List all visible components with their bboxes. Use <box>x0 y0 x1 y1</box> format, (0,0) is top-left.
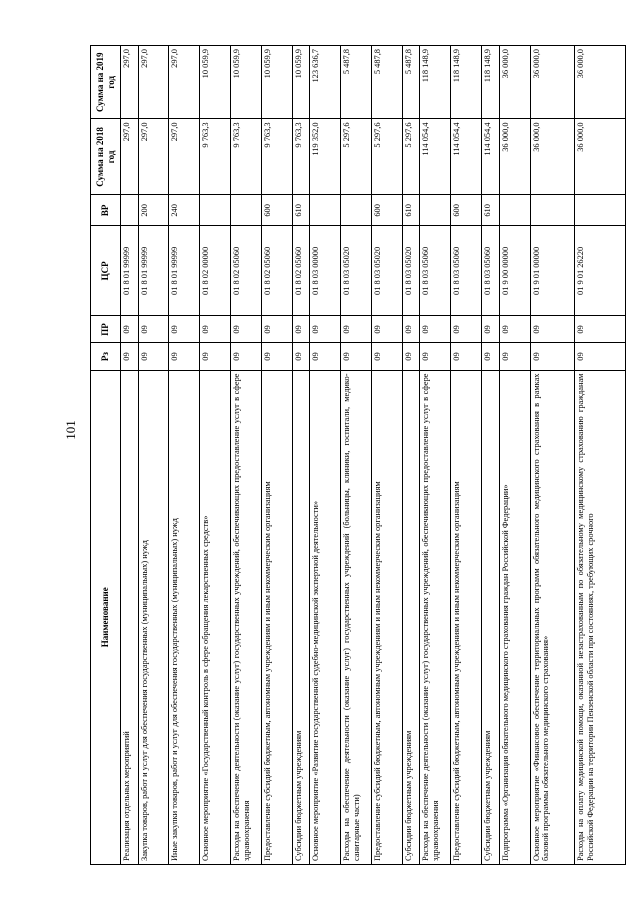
row-name: Субсидии бюджетным учреждениям <box>402 370 420 864</box>
row-sum-2018: 5 297,6 <box>341 119 372 195</box>
table-row <box>451 46 482 865</box>
rotated-table-container <box>90 45 626 865</box>
row-sum-2019: 118 148,9 <box>482 46 500 119</box>
row-name: Расходы на обеспечение деятельности (оказание услуг) государственных учреждений, обеспечивающих предоставление услуг в сфере здравоохранения <box>231 370 262 864</box>
row-vr <box>231 195 262 226</box>
table-row <box>138 46 169 865</box>
table-row <box>231 46 262 865</box>
row-rz: 09 <box>261 343 292 370</box>
row-vr <box>310 195 341 226</box>
table-row <box>402 46 420 865</box>
row-sum-2019: 36 000,0 <box>499 46 530 119</box>
row-rz: 09 <box>169 343 200 370</box>
row-vr: 200 <box>138 195 169 226</box>
row-vr <box>420 195 451 226</box>
row-name: Субсидии бюджетным учреждениям <box>292 370 310 864</box>
row-sum-2018: 36 000,0 <box>575 119 626 195</box>
row-vr: 600 <box>372 195 403 226</box>
table-row <box>310 46 341 865</box>
row-csr: 01 8 01 99999 <box>169 226 200 316</box>
table-row <box>530 46 575 865</box>
row-csr: 01 8 01 99999 <box>121 226 139 316</box>
row-pr: 09 <box>261 316 292 343</box>
table-body <box>121 46 626 865</box>
row-pr: 09 <box>231 316 262 343</box>
row-rz: 09 <box>499 343 530 370</box>
row-rz: 09 <box>482 343 500 370</box>
row-name: Иные закупки товаров, работ и услуг для обеспечения государственных (муниципальных) нужд <box>169 370 200 864</box>
row-vr <box>575 195 626 226</box>
row-vr <box>121 195 139 226</box>
row-sum-2018: 9 763,3 <box>261 119 292 195</box>
row-vr <box>499 195 530 226</box>
table-row <box>169 46 200 865</box>
row-pr: 09 <box>310 316 341 343</box>
table-row <box>200 46 231 865</box>
row-sum-2018: 9 763,3 <box>200 119 231 195</box>
row-rz: 09 <box>310 343 341 370</box>
row-rz: 09 <box>200 343 231 370</box>
row-vr <box>530 195 575 226</box>
row-sum-2019: 10 059,9 <box>200 46 231 119</box>
row-rz: 09 <box>575 343 626 370</box>
row-sum-2019: 5 487,8 <box>372 46 403 119</box>
row-vr <box>341 195 372 226</box>
row-name: Подпрограмма «Организация обязательного медицинского страхования граждан Российской Федерации» <box>499 370 530 864</box>
table-row <box>482 46 500 865</box>
row-sum-2018: 5 297,6 <box>402 119 420 195</box>
table-row <box>420 46 451 865</box>
row-name: Закупка товаров, работ и услуг для обеспечения государственных (муниципальных) нужд <box>138 370 169 864</box>
row-sum-2018: 9 763,3 <box>231 119 262 195</box>
row-rz: 09 <box>451 343 482 370</box>
row-csr: 01 8 02 05060 <box>231 226 262 316</box>
row-sum-2019: 5 487,8 <box>341 46 372 119</box>
row-vr: 610 <box>482 195 500 226</box>
row-sum-2018: 297,0 <box>169 119 200 195</box>
header-name: Наименование <box>91 370 121 864</box>
row-sum-2018: 9 763,3 <box>292 119 310 195</box>
row-sum-2018: 297,0 <box>138 119 169 195</box>
row-pr: 09 <box>372 316 403 343</box>
row-csr: 01 8 03 05020 <box>341 226 372 316</box>
table-row <box>372 46 403 865</box>
row-name: Расходы на оплату медицинской помощи, оказанной незастрахованным по обязательному медицинскому страхованию гражданам Российской Федерации на территории Пензенской области при состояниях, требующих срочного <box>575 370 626 864</box>
row-sum-2019: 123 636,7 <box>310 46 341 119</box>
table-row <box>499 46 530 865</box>
row-rz: 09 <box>341 343 372 370</box>
row-name: Расходы на обеспечение деятельности (оказание услуг) государственных учреждений (больницы, клиники, госпитали, медико-санитарные части) <box>341 370 372 864</box>
row-pr: 09 <box>451 316 482 343</box>
row-rz: 09 <box>121 343 139 370</box>
row-pr: 09 <box>138 316 169 343</box>
row-sum-2018: 297,0 <box>121 119 139 195</box>
row-sum-2019: 297,0 <box>138 46 169 119</box>
row-csr: 01 8 03 00000 <box>310 226 341 316</box>
row-csr: 01 9 01 00000 <box>530 226 575 316</box>
row-sum-2018: 114 054,4 <box>482 119 500 195</box>
row-rz: 09 <box>420 343 451 370</box>
row-sum-2018: 36 000,0 <box>499 119 530 195</box>
row-rz: 09 <box>292 343 310 370</box>
row-vr: 610 <box>402 195 420 226</box>
header-sum-2019: Сумма на 2019 год <box>91 46 121 119</box>
row-csr: 01 9 00 00000 <box>499 226 530 316</box>
row-csr: 01 9 01 26220 <box>575 226 626 316</box>
row-sum-2018: 114 054,4 <box>451 119 482 195</box>
row-pr: 09 <box>121 316 139 343</box>
row-sum-2019: 10 059,9 <box>292 46 310 119</box>
row-rz: 09 <box>530 343 575 370</box>
row-name: Основное мероприятие «Развитие государственной судебно-медицинской экспертной деятельности» <box>310 370 341 864</box>
row-vr <box>200 195 231 226</box>
row-pr: 09 <box>169 316 200 343</box>
row-sum-2019: 10 059,9 <box>231 46 262 119</box>
table-row <box>292 46 310 865</box>
header-vr: ВР <box>91 195 121 226</box>
row-sum-2019: 36 000,0 <box>575 46 626 119</box>
row-name: Основное мероприятие «Финансовое обеспечение территориальных программ обязательного медицинского страхования в рамках базовой программы обязательного медицинского страхования» <box>530 370 575 864</box>
row-csr: 01 8 02 00000 <box>200 226 231 316</box>
row-rz: 09 <box>231 343 262 370</box>
row-sum-2018: 119 352,0 <box>310 119 341 195</box>
budget-table <box>90 45 626 865</box>
row-csr: 01 8 02 05060 <box>292 226 310 316</box>
row-name: Субсидии бюджетным учреждениям <box>482 370 500 864</box>
row-rz: 09 <box>138 343 169 370</box>
table-row <box>261 46 292 865</box>
header-csr: ЦСР <box>91 226 121 316</box>
row-sum-2019: 118 148,9 <box>451 46 482 119</box>
row-csr: 01 8 03 05020 <box>402 226 420 316</box>
row-csr: 01 8 03 05020 <box>372 226 403 316</box>
row-name: Основное мероприятие «Государственный контроль в сфере обращения лекарственных средств» <box>200 370 231 864</box>
row-csr: 01 8 01 99999 <box>138 226 169 316</box>
row-vr: 600 <box>261 195 292 226</box>
row-sum-2019: 297,0 <box>121 46 139 119</box>
row-sum-2019: 5 487,8 <box>402 46 420 119</box>
page-number: 101 <box>62 420 78 440</box>
row-name: Реализация отдельных мероприятий <box>121 370 139 864</box>
header-rz: Рз <box>91 343 121 370</box>
header-row <box>91 46 121 865</box>
row-vr: 600 <box>451 195 482 226</box>
row-rz: 09 <box>372 343 403 370</box>
row-pr: 09 <box>200 316 231 343</box>
row-rz: 09 <box>402 343 420 370</box>
row-vr: 610 <box>292 195 310 226</box>
row-pr: 09 <box>341 316 372 343</box>
row-csr: 01 8 03 05060 <box>482 226 500 316</box>
row-sum-2018: 114 054,4 <box>420 119 451 195</box>
table-row <box>575 46 626 865</box>
row-csr: 01 8 02 05060 <box>261 226 292 316</box>
row-pr: 09 <box>402 316 420 343</box>
table-row <box>341 46 372 865</box>
row-pr: 09 <box>530 316 575 343</box>
header-sum-2018: Сумма на 2018 год <box>91 119 121 195</box>
row-csr: 01 8 03 05060 <box>451 226 482 316</box>
header-pr: ПР <box>91 316 121 343</box>
table-row <box>121 46 139 865</box>
row-pr: 09 <box>499 316 530 343</box>
row-sum-2019: 36 000,0 <box>530 46 575 119</box>
row-vr: 240 <box>169 195 200 226</box>
row-pr: 09 <box>482 316 500 343</box>
row-sum-2019: 10 059,9 <box>261 46 292 119</box>
row-sum-2019: 118 148,9 <box>420 46 451 119</box>
row-sum-2018: 36 000,0 <box>530 119 575 195</box>
row-pr: 09 <box>420 316 451 343</box>
row-name: Предоставление субсидий бюджетным, автономным учреждениям и иным некоммерческим организациям <box>261 370 292 864</box>
row-name: Предоставление субсидий бюджетным, автономным учреждениям и иным некоммерческим организациям <box>451 370 482 864</box>
row-name: Расходы на обеспечение деятельности (оказание услуг) государственных учреждений, обеспечивающих предоставление услуг в сфере здравоохранения <box>420 370 451 864</box>
row-csr: 01 8 03 05060 <box>420 226 451 316</box>
row-sum-2019: 297,0 <box>169 46 200 119</box>
row-sum-2018: 5 297,6 <box>372 119 403 195</box>
row-pr: 09 <box>575 316 626 343</box>
row-pr: 09 <box>292 316 310 343</box>
row-name: Предоставление субсидий бюджетным, автономным учреждениям и иным некоммерческим организациям <box>372 370 403 864</box>
